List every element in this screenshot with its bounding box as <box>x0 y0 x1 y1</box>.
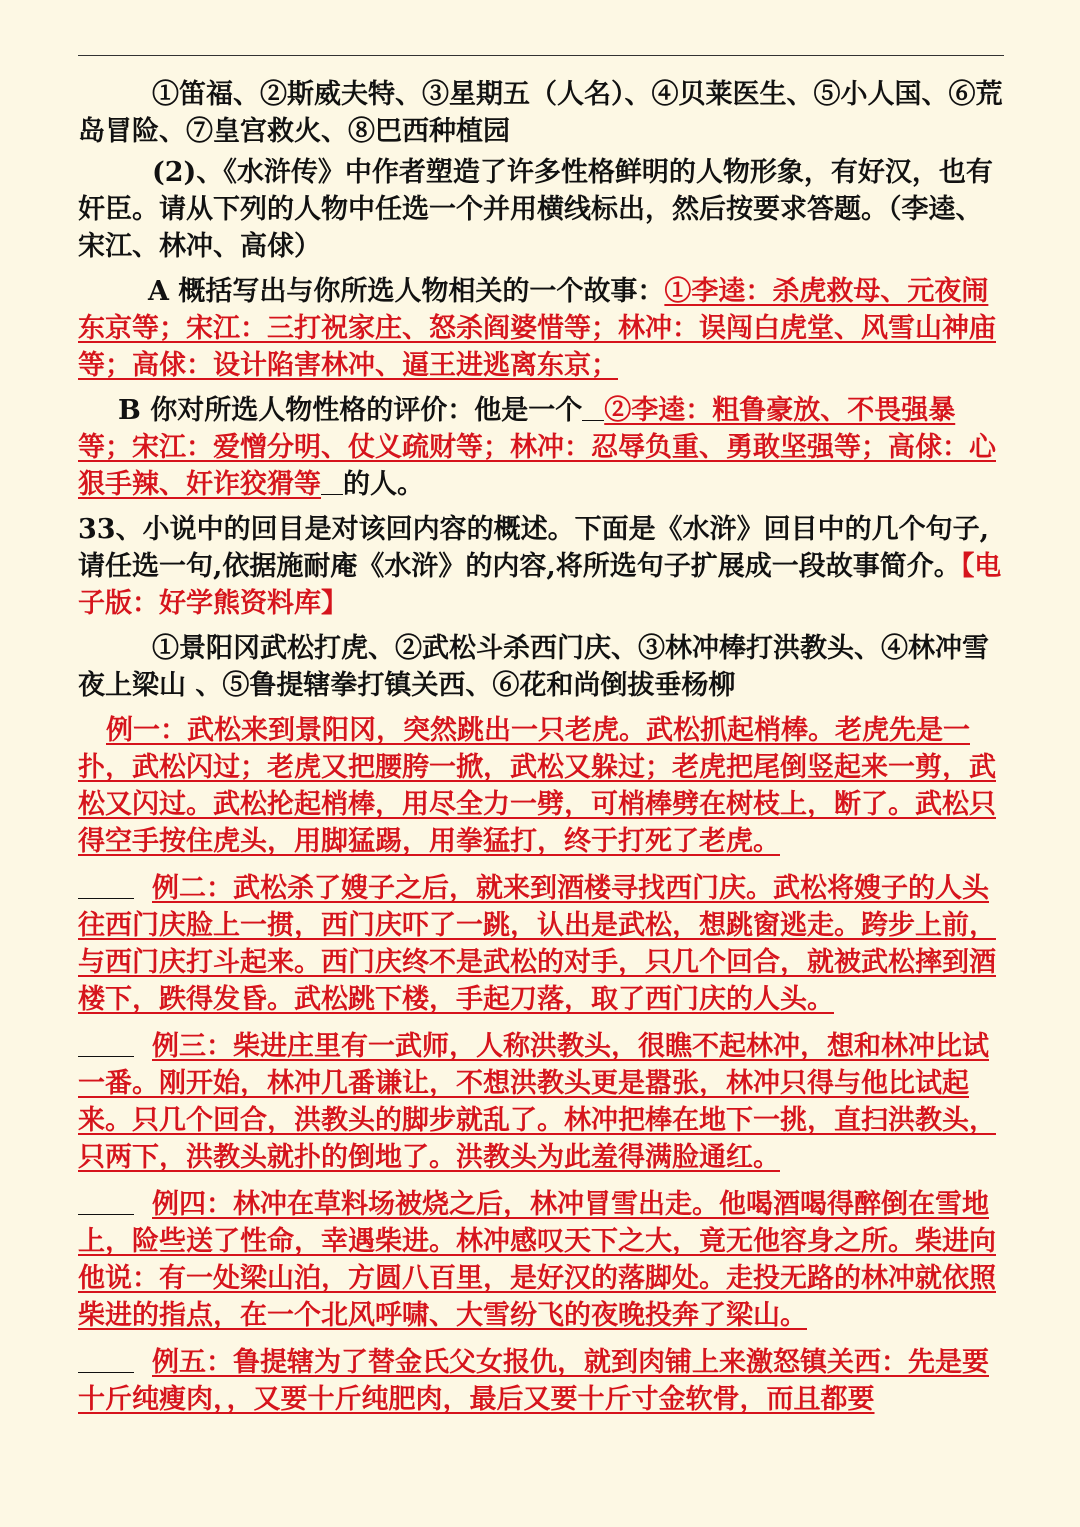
question-a-answer: ①李逵：杀虎救母、元夜闹东京等；宋江：三打祝家庄、怒杀阎婆惜等；林冲：误闯白虎堂、风雪山神庙等；高俅：设计陷害林冲、逼王进逃离东京； <box>78 276 996 381</box>
example-3-text: 例三：柴进庄里有一武师，人称洪教头，很瞧不起林冲，想和林冲比试一番。刚开始，林冲几番谦让，不想洪教头更是嚣张，林冲只得与他比试起来。只几个回合，洪教头的脚步就乱了。林冲把棒在地下一挑，直扫洪教头，只两下，洪教头就扑的倒地了。洪教头为此羞得满脸通红。 <box>78 1031 996 1173</box>
answer-blank <box>78 1348 134 1373</box>
answer-blank <box>321 470 343 495</box>
robinson-list: ①笛福、②斯威夫特、③星期五（人名）、④贝莱医生、⑤小人国、⑥荒岛冒险、⑦皇宫救火、⑧巴西种植园 <box>78 79 1003 147</box>
example-2 <box>78 870 1004 1018</box>
content <box>78 76 1004 1428</box>
question-2: (2)、《水浒传》中作者塑造了许多性格鲜明的人物形象，有好汉，也有奸臣。请从下列的人物中任选一个并用横线标出，然后按要求答题。（李逵、宋江、林冲、高俅） <box>78 157 993 262</box>
example-2-text: 例二：武松杀了嫂子之后，就来到酒楼寻找西门庆。武松将嫂子的人头往西门庆脸上一掼，西门庆吓了一跳，认出是武松，想跳窗逃走。跨步上前，与西门庆打斗起来。西门庆终不是武松的对手，只几个回合，就被武松摔到酒楼下，跌得发昏。武松跳下楼，手起刀落，取了西门庆的人头。 <box>78 873 996 1015</box>
question-33 <box>78 511 1004 622</box>
answer-blank <box>78 1190 134 1215</box>
question-b-prompt: B 你对所选人物性格的评价：他是一个 <box>118 395 583 426</box>
chapter-list: ①景阳冈武松打虎、②武松斗杀西门庆、③林冲棒打洪教头、④林冲雪夜上梁山 、⑤鲁提辖拳打镇关西、⑥花和尚倒拔垂杨柳 <box>78 633 989 701</box>
answer-blank <box>78 874 134 899</box>
example-5 <box>78 1344 1004 1418</box>
answer-blank <box>582 396 604 421</box>
example-4-text: 例四：林冲在草料场被烧之后，林冲冒雪出走。他喝酒喝得醉倒在雪地上，险些送了性命，幸遇柴进。林冲感叹天下之大，竟无他容身之所。柴进向他说：有一处梁山泊，方圆八百里，是好汉的落脚处。走投无路的林冲就依照柴进的指点，在一个北风呼啸、大雪纷飞的夜晚投奔了梁山。 <box>78 1189 996 1331</box>
question-b-suffix: 的人。 <box>343 469 424 500</box>
example-5-text: 例五：鲁提辖为了替金氏父女报仇，就到肉铺上来激怒镇关西：先是要十斤纯瘦肉，，又要十斤纯肥肉，最后又要十斤寸金软骨，而且都要 <box>78 1347 989 1415</box>
question-b-answer: ②李逵：粗鲁豪放、不畏强暴等；宋江：爱憎分明、仗义疏财等；林冲：忍辱负重、勇敢坚强等；高俅：心狠手辣、奸诈狡猾等 <box>78 395 996 500</box>
example-3 <box>78 1028 1004 1176</box>
example-1-text: 例一：武松来到景阳冈，突然跳出一只老虎。武松抓起梢棒。老虎先是一扑，武松闪过；老虎又把腰胯一掀，武松又躲过；老虎把尾倒竖起来一剪，武松又闪过。武松抡起梢棒，用尽全力一劈，可梢棒劈在树枝上，断了。武松只得空手按住虎头，用脚猛踢，用拳猛打，终于打死了老虎。 <box>78 715 996 857</box>
example-1 <box>78 712 1004 860</box>
question-a-prompt: A 概括写出与你所选人物相关的一个故事： <box>148 276 665 307</box>
watermark-tag: 【电子版：好学熊资料库】 <box>78 551 1002 619</box>
question-a <box>78 273 1004 384</box>
example-4 <box>78 1186 1004 1334</box>
question-33-text: 33、小说中的回目是对该回内容的概述。下面是《水浒》回目中的几个句子,请任选一句,依据施耐庵《水浒》的内容,将所选句子扩展成一段故事简介。 <box>78 514 989 582</box>
question-b <box>78 392 1004 503</box>
top-rule <box>78 55 1004 56</box>
answer-blank <box>78 1032 134 1057</box>
